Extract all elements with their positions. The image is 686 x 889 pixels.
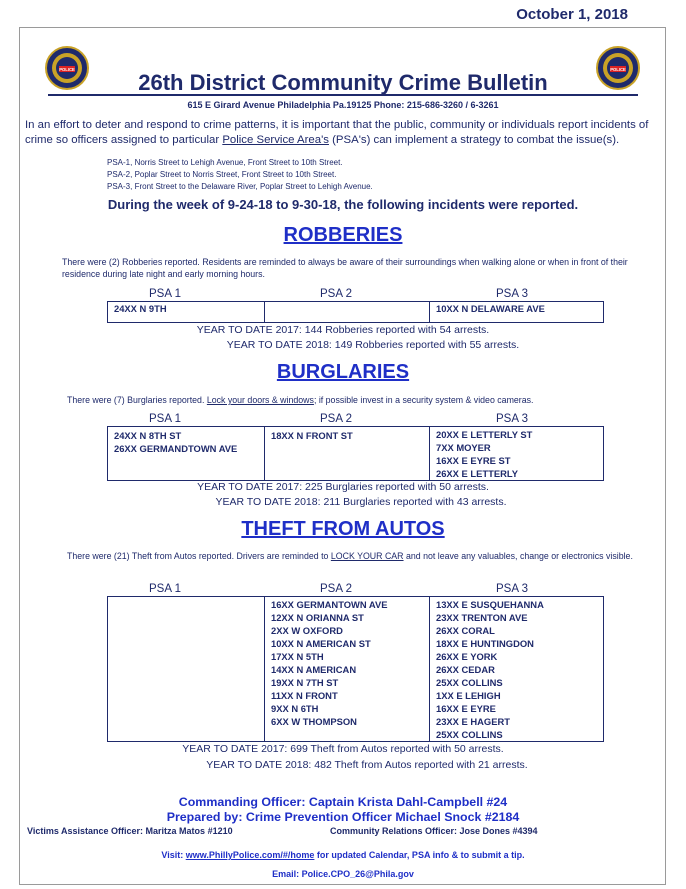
visit-line: Visit: www.PhillyPolice.com/#/home for updated Calendar, PSA info & to submit a tip.	[161, 850, 525, 860]
intro-paragraph	[25, 118, 665, 148]
theft-location: 12XX N ORIANNA ST	[271, 612, 364, 623]
col-psa2: PSA 2	[320, 413, 352, 425]
thefts-table	[107, 596, 604, 742]
col-psa3: PSA 3	[496, 288, 528, 300]
burglary-location: 7XX MOYER	[436, 442, 491, 453]
thefts-psa2-cell	[264, 597, 430, 741]
robbery-location: 24XX N 9TH	[114, 303, 167, 314]
psa-area-list	[107, 157, 373, 193]
burglaries-heading: BURGLARIES	[276, 361, 410, 383]
col-psa2: PSA 2	[320, 288, 352, 300]
theft-location: 9XX N 6TH	[271, 703, 319, 714]
col-psa1: PSA 1	[149, 583, 181, 595]
burglaries-text: There were (7) Burglaries reported. Lock your doors & windows; if possible invest in a security system & video cameras.	[67, 395, 534, 405]
lock-doors-link: Lock your doors & windows	[206, 395, 314, 405]
robberies-psa2-cell	[264, 302, 430, 322]
theft-location: 1XX E LEHIGH	[436, 690, 501, 701]
thefts-heading: THEFT FROM AUTOS	[241, 518, 445, 540]
district-address: 615 E Girard Avenue Philadelphia Pa.19125 Phone: 215-686-3260 / 6-3261	[187, 100, 499, 110]
theft-location: 6XX W THOMPSON	[271, 716, 357, 727]
theft-location: 16XX GERMANTOWN AVE	[271, 599, 388, 610]
commanding-officer: Commanding Officer: Captain Krista Dahl-Campbell #24	[178, 795, 508, 809]
title-divider	[48, 94, 638, 96]
victims-assistance-officer: Victims Assistance Officer: Maritza Matos #1210	[27, 826, 233, 836]
burglary-location: 16XX E EYRE ST	[436, 455, 511, 466]
thefts-psa1-cell	[108, 597, 264, 741]
intro-text: (PSA's) can implement a strategy to combat the issue(s).	[328, 134, 620, 146]
psa-link: Police Service Area's	[222, 134, 329, 146]
reporting-week: During the week of 9-24-18 to 9-30-18, the following incidents were reported.	[107, 197, 579, 212]
theft-location: 18XX E HUNTINGDON	[436, 638, 534, 649]
robberies-table	[107, 301, 604, 323]
col-psa1: PSA 1	[149, 288, 181, 300]
psa-area-item: PSA-1, Norris Street to Lehigh Avenue, Front Street to 10th Street.	[107, 158, 343, 167]
theft-location: 11XX N FRONT	[271, 690, 338, 701]
burglary-location: 20XX E LETTERLY ST	[436, 429, 533, 440]
robberies-psa1-cell	[108, 302, 264, 322]
theft-location: 25XX COLLINS	[436, 729, 503, 740]
theft-location: 26XX CORAL	[436, 625, 495, 636]
burglaries-psa3-cell	[430, 427, 603, 480]
bulletin-date: October 1, 2018	[516, 6, 628, 23]
theft-location: 26XX CEDAR	[436, 664, 495, 675]
thefts-ytd-2017: YEAR TO DATE 2017: 699 Theft from Autos reported with 50 arrests.	[182, 743, 504, 755]
theft-location: 14XX N AMERICAN	[271, 664, 357, 675]
theft-location: 19XX N 7TH ST	[271, 677, 339, 688]
psa-area-item: PSA-2, Poplar Street to Norris Street, Front Street to 10th Street.	[107, 170, 337, 179]
burglaries-ytd-2017: YEAR TO DATE 2017: 225 Burglaries reported with 50 arrests.	[197, 481, 489, 493]
badge-text: POLICE	[59, 67, 75, 72]
email-line[interactable]: Email: Police.CPO_26@Phila.gov	[272, 869, 414, 879]
robberies-text: There were (2) Robberies reported. Residents are reminded to always be aware of their surroundings when walking alone or when in front of their residence during late night and early morning hours.	[62, 257, 628, 279]
theft-location: 23XX TRENTON AVE	[436, 612, 528, 623]
community-relations-officer: Community Relations Officer: Jose Dones #4394	[330, 826, 538, 836]
intro-text: In an effort to deter and respond to crime patterns, it is important that the public, community or individuals report incidents of crime so officers assigned to particular	[25, 119, 649, 146]
theft-location: 17XX N 5TH	[271, 651, 324, 662]
theft-location: 16XX E EYRE	[436, 703, 496, 714]
thefts-ytd-2018: YEAR TO DATE 2018: 482 Theft from Autos reported with 21 arrests.	[206, 759, 528, 771]
col-psa2: PSA 2	[320, 583, 352, 595]
theft-location: 2XX W OXFORD	[271, 625, 343, 636]
theft-location: 26XX E YORK	[436, 651, 498, 662]
burglary-location: 26XX E LETTERLY	[436, 468, 518, 479]
thefts-psa3-cell	[430, 597, 603, 741]
burglaries-table	[107, 426, 604, 481]
lock-car-link: LOCK YOUR CAR	[330, 551, 404, 561]
thefts-text: There were (21) Theft from Autos reported. Drivers are reminded to LOCK YOUR CAR and not leave any valuables, change or electronics visible.	[67, 551, 633, 561]
robberies-ytd-2018: YEAR TO DATE 2018: 149 Robberies reported with 55 arrests.	[226, 339, 520, 351]
website-link[interactable]: www.PhillyPolice.com/#/home	[185, 850, 315, 860]
burglaries-psa2-cell	[264, 427, 430, 480]
col-psa3: PSA 3	[496, 583, 528, 595]
theft-location: 10XX N AMERICAN ST	[271, 638, 371, 649]
col-psa1: PSA 1	[149, 413, 181, 425]
robberies-heading: ROBBERIES	[283, 224, 403, 246]
psa-area-item: PSA-3, Front Street to the Delaware River, Poplar Street to Lehigh Avenue.	[107, 182, 373, 191]
theft-location: 23XX E HAGERT	[436, 716, 510, 727]
col-psa3: PSA 3	[496, 413, 528, 425]
theft-location: 25XX COLLINS	[436, 677, 503, 688]
robberies-psa3-cell	[430, 302, 603, 322]
burglary-location: 18XX N FRONT ST	[271, 430, 353, 441]
badge-text: POLICE	[610, 67, 626, 72]
burglaries-ytd-2018: YEAR TO DATE 2018: 211 Burglaries reported with 43 arrests.	[215, 496, 507, 508]
prepared-by: Prepared by: Crime Prevention Officer Michael Snock #2184	[166, 810, 520, 824]
robberies-ytd-2017: YEAR TO DATE 2017: 144 Robberies reported with 54 arrests.	[196, 324, 490, 336]
page-title: 26th District Community Crime Bulletin	[138, 70, 548, 95]
burglary-location: 26XX GERMANDTOWN AVE	[114, 443, 238, 454]
robbery-location: 10XX N DELAWARE AVE	[436, 303, 545, 314]
burglary-location: 24XX N 8TH ST	[114, 430, 182, 441]
theft-location: 13XX E SUSQUEHANNA	[436, 599, 544, 610]
burglaries-psa1-cell	[108, 427, 264, 480]
